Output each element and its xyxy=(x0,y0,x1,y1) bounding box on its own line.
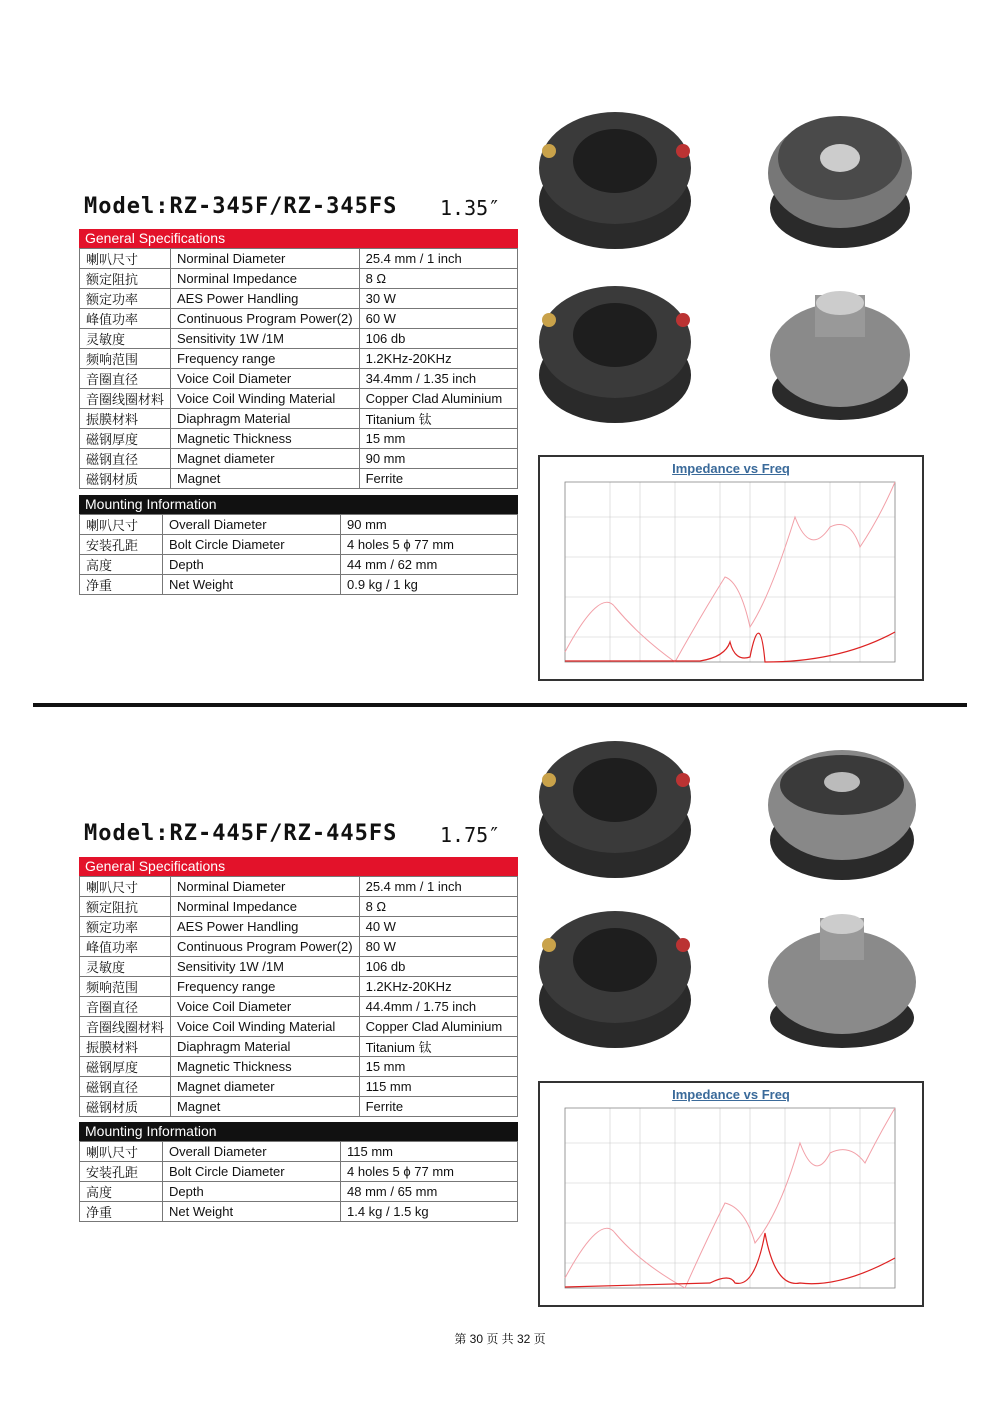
impedance-chart-2 xyxy=(538,1081,924,1307)
spec-label-en: Net Weight xyxy=(163,575,341,595)
model-size: 1.35″ xyxy=(440,196,501,220)
spec-row xyxy=(80,369,518,389)
spec-label-cn: 音圈直径 xyxy=(80,369,171,389)
spec-row xyxy=(80,1182,518,1202)
spec-row xyxy=(80,1162,518,1182)
section-divider xyxy=(33,703,967,707)
spec-label-en: Magnet xyxy=(171,469,360,489)
spec-label-cn: 音圈线圈材料 xyxy=(80,1017,171,1037)
spec-label-cn: 安装孔距 xyxy=(80,535,163,555)
spec-label-en: Frequency range xyxy=(171,349,360,369)
spec-label-cn: 磁钢厚度 xyxy=(80,429,171,449)
spec-label-cn: 频响范围 xyxy=(80,977,171,997)
spec-label-en: Continuous Program Power(2) xyxy=(171,309,360,329)
spec-value: 44 mm / 62 mm xyxy=(341,555,518,575)
spec-label-en: Magnet xyxy=(171,1097,360,1117)
spec-label-cn: 音圈线圈材料 xyxy=(80,389,171,409)
spec-row xyxy=(80,535,518,555)
spec-row xyxy=(80,957,518,977)
model-title: Model:RZ-345F/RZ-345FS xyxy=(84,194,398,219)
spec-label-en: Norminal Impedance xyxy=(171,269,360,289)
spec-value: Copper Clad Aluminium xyxy=(359,389,517,409)
spec-row xyxy=(80,1077,518,1097)
spec-label-cn: 峰值功率 xyxy=(80,309,171,329)
spec-label-en: AES Power Handling xyxy=(171,289,360,309)
impedance-chart-plot xyxy=(540,457,922,679)
spec-row xyxy=(80,349,518,369)
spec-row xyxy=(80,515,518,535)
spec-label-cn: 净重 xyxy=(80,575,163,595)
spec-label-en: Sensitivity 1W /1M xyxy=(171,329,360,349)
spec-row xyxy=(80,1037,518,1057)
spec-value: 106 db xyxy=(359,957,517,977)
spec-row xyxy=(80,937,518,957)
mounting-table xyxy=(79,514,518,595)
spec-label-cn: 频响范围 xyxy=(80,349,171,369)
spec-label-cn: 峰值功率 xyxy=(80,937,171,957)
spec-label-cn: 磁钢材质 xyxy=(80,469,171,489)
spec-label-cn: 高度 xyxy=(80,1182,163,1202)
spec-label-cn: 喇叭尺寸 xyxy=(80,1142,163,1162)
chart-title: Impedance vs Freq xyxy=(672,461,790,476)
spec-label-cn: 喇叭尺寸 xyxy=(80,515,163,535)
spec-label-cn: 灵敏度 xyxy=(80,329,171,349)
spec-label-en: Overall Diameter xyxy=(163,1142,341,1162)
spec-row xyxy=(80,1202,518,1222)
spec-row xyxy=(80,897,518,917)
spec-value: 90 mm xyxy=(359,449,517,469)
spec-value: 25.4 mm / 1 inch xyxy=(359,877,517,897)
spec-label-en: AES Power Handling xyxy=(171,917,360,937)
spec-label-en: Voice Coil Winding Material xyxy=(171,1017,360,1037)
spec-label-cn: 额定功率 xyxy=(80,289,171,309)
spec-row xyxy=(80,429,518,449)
spec-label-cn: 喇叭尺寸 xyxy=(80,877,171,897)
mounting-table-2 xyxy=(79,1141,518,1222)
spec-label-en: Magnetic Thickness xyxy=(171,429,360,449)
spec-value: 1.2KHz-20KHz xyxy=(359,349,517,369)
spec-label-en: Norminal Diameter xyxy=(171,249,360,269)
product-photo-back-2 xyxy=(762,740,922,885)
spec-label-cn: 磁钢直径 xyxy=(80,449,171,469)
spec-label-cn: 磁钢厚度 xyxy=(80,1057,171,1077)
spec-value: Titanium 钛 xyxy=(359,1037,517,1057)
spec-value: 40 W xyxy=(359,917,517,937)
spec-label-en: Voice Coil Diameter xyxy=(171,369,360,389)
spec-row xyxy=(80,389,518,409)
spec-value: 80 W xyxy=(359,937,517,957)
spec-row xyxy=(80,997,518,1017)
spec-row xyxy=(80,409,518,429)
spec-row xyxy=(80,977,518,997)
spec-value: Titanium 钛 xyxy=(359,409,517,429)
spec-value: 115 mm xyxy=(341,1142,518,1162)
spec-row xyxy=(80,329,518,349)
spec-label-cn: 磁钢直径 xyxy=(80,1077,171,1097)
spec-label-cn: 额定阻抗 xyxy=(80,897,171,917)
spec-row xyxy=(80,1142,518,1162)
general-spec-header-2 xyxy=(79,857,518,876)
spec-value: 34.4mm / 1.35 inch xyxy=(359,369,517,389)
spec-label-en: Magnet diameter xyxy=(171,1077,360,1097)
spec-row xyxy=(80,1097,518,1117)
spec-label-en: Bolt Circle Diameter xyxy=(163,1162,341,1182)
spec-value: Ferrite xyxy=(359,1097,517,1117)
spec-label-en: Diaphragm Material xyxy=(171,1037,360,1057)
spec-row xyxy=(80,249,518,269)
spec-label-en: Sensitivity 1W /1M xyxy=(171,957,360,977)
spec-label-en: Norminal Impedance xyxy=(171,897,360,917)
spec-label-cn: 音圈直径 xyxy=(80,997,171,1017)
spec-value: 1.4 kg / 1.5 kg xyxy=(341,1202,518,1222)
spec-row xyxy=(80,269,518,289)
spec-label-cn: 灵敏度 xyxy=(80,957,171,977)
mounting-header-label-2: Mounting Information xyxy=(79,1122,518,1141)
spec-value: Copper Clad Aluminium xyxy=(359,1017,517,1037)
spec-label-en: Continuous Program Power(2) xyxy=(171,937,360,957)
spec-row xyxy=(80,289,518,309)
spec-row xyxy=(80,1017,518,1037)
spec-label-en: Bolt Circle Diameter xyxy=(163,535,341,555)
spec-value: 30 W xyxy=(359,289,517,309)
spec-row xyxy=(80,917,518,937)
spec-label-en: Depth xyxy=(163,1182,341,1202)
spec-value: 15 mm xyxy=(359,1057,517,1077)
product-photo-front-3 xyxy=(535,735,695,885)
spec-label-en: Magnetic Thickness xyxy=(171,1057,360,1077)
spec-label-en: Norminal Diameter xyxy=(171,877,360,897)
spec-label-en: Diaphragm Material xyxy=(171,409,360,429)
spec-row xyxy=(80,555,518,575)
spec-value: 8 Ω xyxy=(359,269,517,289)
spec-value: 1.2KHz-20KHz xyxy=(359,977,517,997)
spec-label-cn: 振膜材料 xyxy=(80,1037,171,1057)
general-spec-header xyxy=(79,229,518,248)
impedance-chart xyxy=(538,455,924,681)
spec-row xyxy=(80,469,518,489)
mounting-header-2 xyxy=(79,1122,518,1141)
spec-value: 4 holes 5 ϕ 77 mm xyxy=(341,1162,518,1182)
spec-label-cn: 额定功率 xyxy=(80,917,171,937)
product-photo-threaded-2 xyxy=(762,910,922,1055)
spec-row xyxy=(80,309,518,329)
spec-row xyxy=(80,1057,518,1077)
model-size-2: 1.75″ xyxy=(440,823,501,847)
spec-value: 106 db xyxy=(359,329,517,349)
spec-value: 60 W xyxy=(359,309,517,329)
spec-label-en: Net Weight xyxy=(163,1202,341,1222)
mounting-header xyxy=(79,495,518,514)
general-spec-header-label: General Specifications xyxy=(79,229,518,248)
spec-value: Ferrite xyxy=(359,469,517,489)
mounting-header-label: Mounting Information xyxy=(79,495,518,514)
product-photo-back xyxy=(760,108,920,253)
spec-label-cn: 振膜材料 xyxy=(80,409,171,429)
spec-label-en: Frequency range xyxy=(171,977,360,997)
spec-value: 48 mm / 65 mm xyxy=(341,1182,518,1202)
spec-label-cn: 高度 xyxy=(80,555,163,575)
spec-value: 15 mm xyxy=(359,429,517,449)
spec-value: 8 Ω xyxy=(359,897,517,917)
page-footer: 第 30 页 共 32 页 xyxy=(454,1332,546,1346)
spec-row xyxy=(80,575,518,595)
spec-value: 0.9 kg / 1 kg xyxy=(341,575,518,595)
spec-row xyxy=(80,877,518,897)
product-photo-threaded xyxy=(765,285,915,425)
spec-value: 115 mm xyxy=(359,1077,517,1097)
spec-label-cn: 磁钢材质 xyxy=(80,1097,171,1117)
spec-label-en: Magnet diameter xyxy=(171,449,360,469)
spec-value: 90 mm xyxy=(341,515,518,535)
product-photo-front-4 xyxy=(535,905,695,1055)
spec-label-en: Overall Diameter xyxy=(163,515,341,535)
general-spec-header-label-2: General Specifications xyxy=(79,857,518,876)
general-spec-table xyxy=(79,248,518,489)
spec-label-en: Depth xyxy=(163,555,341,575)
spec-value: 44.4mm / 1.75 inch xyxy=(359,997,517,1017)
general-spec-table-2 xyxy=(79,876,518,1117)
spec-label-cn: 安装孔距 xyxy=(80,1162,163,1182)
spec-value: 4 holes 5 ϕ 77 mm xyxy=(341,535,518,555)
spec-label-en: Voice Coil Diameter xyxy=(171,997,360,1017)
product-photo-front-2 xyxy=(535,280,695,430)
chart-title-2: Impedance vs Freq xyxy=(672,1087,790,1102)
impedance-chart-plot-2 xyxy=(540,1083,922,1305)
spec-row xyxy=(80,449,518,469)
spec-value: 25.4 mm / 1 inch xyxy=(359,249,517,269)
spec-label-cn: 净重 xyxy=(80,1202,163,1222)
model-title-2: Model:RZ-445F/RZ-445FS xyxy=(84,821,398,846)
spec-label-cn: 喇叭尺寸 xyxy=(80,249,171,269)
spec-label-en: Voice Coil Winding Material xyxy=(171,389,360,409)
product-photo-front xyxy=(535,106,695,256)
spec-label-cn: 额定阻抗 xyxy=(80,269,171,289)
